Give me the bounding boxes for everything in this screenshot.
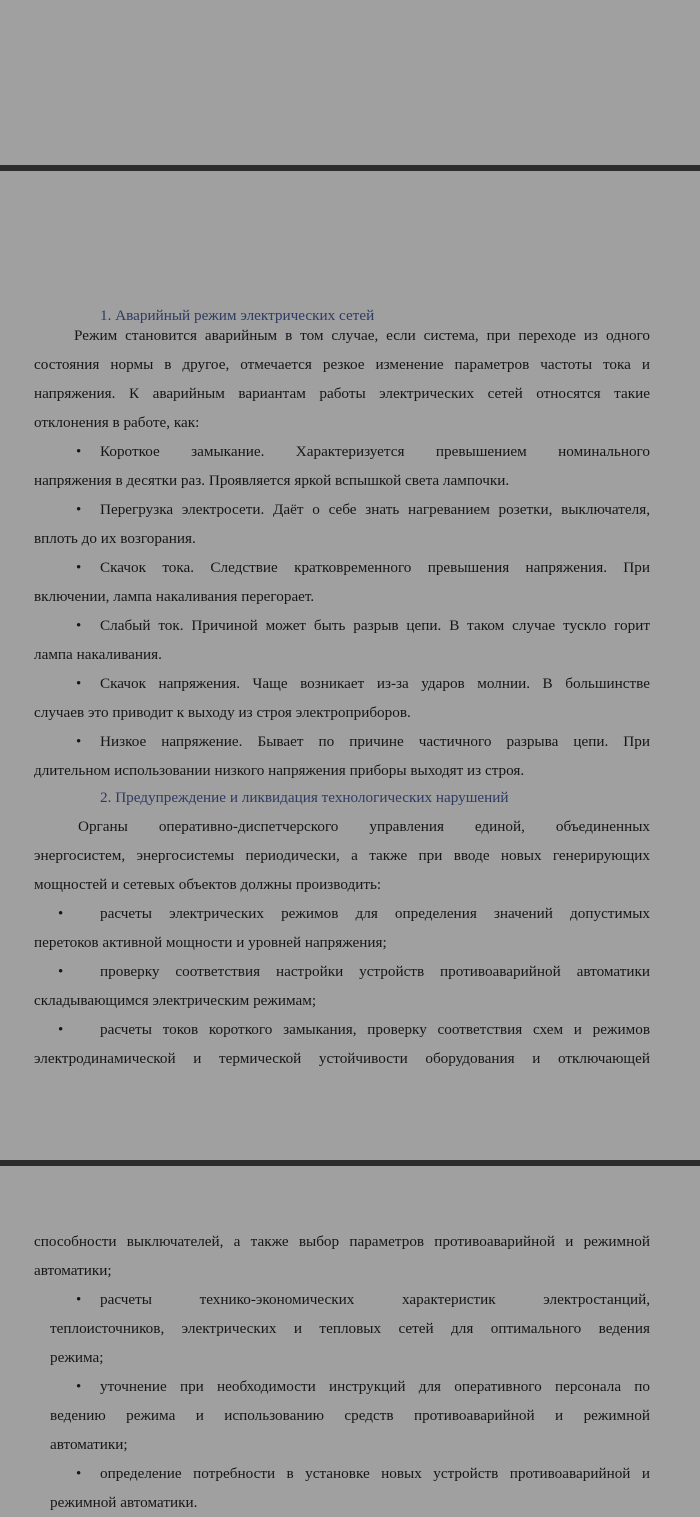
list-item-line: уточнение при необходимости инструкций для оперативного персонала по: [100, 1378, 650, 1395]
list-item-line: Скачок напряжения. Чаще возникает из-за ударов молнии. В большинстве: [100, 675, 650, 692]
list-item-line: Слабый ток. Причиной может быть разрыв цепи. В таком случае тускло горит: [100, 617, 650, 634]
bullet-icon: •: [58, 906, 64, 922]
list-item-line: расчеты технико-экономических характеристик электростанций,: [100, 1291, 650, 1308]
list-item-line: режима;: [50, 1349, 104, 1366]
list-item-line: расчеты токов короткого замыкания, проверку соответствия схем и режимов: [100, 1021, 650, 1038]
paragraph-line: мощностей и сетевых объектов должны производить:: [34, 876, 382, 893]
bullet-icon: •: [76, 676, 82, 692]
intro-line: Режим становится аварийным в том случае, если система, при переходе из одного: [74, 327, 650, 344]
list-item-line: электродинамической и термической устойчивости оборудования и отключающей: [34, 1050, 650, 1067]
page-separator: [0, 1160, 700, 1166]
intro-line: напряжения. К аварийным вариантам работы электрических сетей относятся такие: [34, 385, 650, 402]
list-item-line: Короткое замыкание. Характеризуется превышением номинального: [100, 443, 650, 460]
paragraph-line: энергосистем, энергосистемы периодически, а также при вводе новых генерирующих: [34, 847, 650, 864]
list-item-line: определение потребности в установке новых устройств противоаварийной и: [100, 1465, 650, 1482]
section-heading-2: 2. Предупреждение и ликвидация технологических нарушений: [100, 789, 509, 806]
list-item-line: случаев это приводит к выходу из строя электроприборов.: [34, 704, 411, 721]
bullet-icon: •: [76, 444, 82, 460]
list-item-line: автоматики;: [50, 1436, 128, 1453]
list-item-line: Перегрузка электросети. Даёт о себе знать нагреванием розетки, выключателя,: [100, 501, 650, 518]
list-item-line: вплоть до их возгорания.: [34, 530, 196, 547]
list-item-line: теплоисточников, электрических и тепловых сетей для оптимального ведения: [50, 1320, 650, 1337]
paragraph-line: способности выключателей, а также выбор параметров противоаварийной и режимной: [34, 1233, 650, 1250]
bullet-icon: •: [76, 502, 82, 518]
paragraph-line: Органы оперативно-диспетчерского управления единой, объединенных: [78, 818, 650, 835]
list-item-line: Низкое напряжение. Бывает по причине частичного разрыва цепи. При: [100, 733, 650, 750]
bullet-icon: •: [76, 1379, 82, 1395]
list-item-line: проверку соответствия настройки устройств противоаварийной автоматики: [100, 963, 650, 980]
list-item-line: включении, лампа накаливания перегорает.: [34, 588, 315, 605]
list-item-line: режимной автоматики.: [50, 1494, 198, 1511]
list-item-line: перетоков активной мощности и уровней напряжения;: [34, 934, 387, 951]
paragraph-line: автоматики;: [34, 1262, 112, 1279]
list-item-line: ведению режима и использованию средств противоаварийной и режимной: [50, 1407, 650, 1424]
bullet-icon: •: [76, 734, 82, 750]
bullet-icon: •: [58, 1022, 64, 1038]
intro-line: отклонения в работе, как:: [34, 414, 200, 431]
bullet-icon: •: [76, 1466, 82, 1482]
bullet-icon: •: [76, 1292, 82, 1308]
section-heading-1: 1. Аварийный режим электрических сетей: [100, 307, 375, 324]
list-item-line: расчеты электрических режимов для определения значений допустимых: [100, 905, 650, 922]
list-item-line: Скачок тока. Следствие кратковременного превышения напряжения. При: [100, 559, 650, 576]
list-item-line: лампа накаливания.: [34, 646, 162, 663]
page-separator: [0, 165, 700, 171]
intro-line: состояния нормы в другое, отмечается резкое изменение параметров частоты тока и: [34, 356, 650, 373]
list-item-line: напряжения в десятки раз. Проявляется яркой вспышкой света лампочки.: [34, 472, 510, 489]
bullet-icon: •: [76, 618, 82, 634]
list-item-line: длительном использовании низкого напряжения приборы выходят из строя.: [34, 762, 525, 779]
list-item-line: складывающимся электрическим режимам;: [34, 992, 317, 1009]
bullet-icon: •: [58, 964, 64, 980]
bullet-icon: •: [76, 560, 82, 576]
